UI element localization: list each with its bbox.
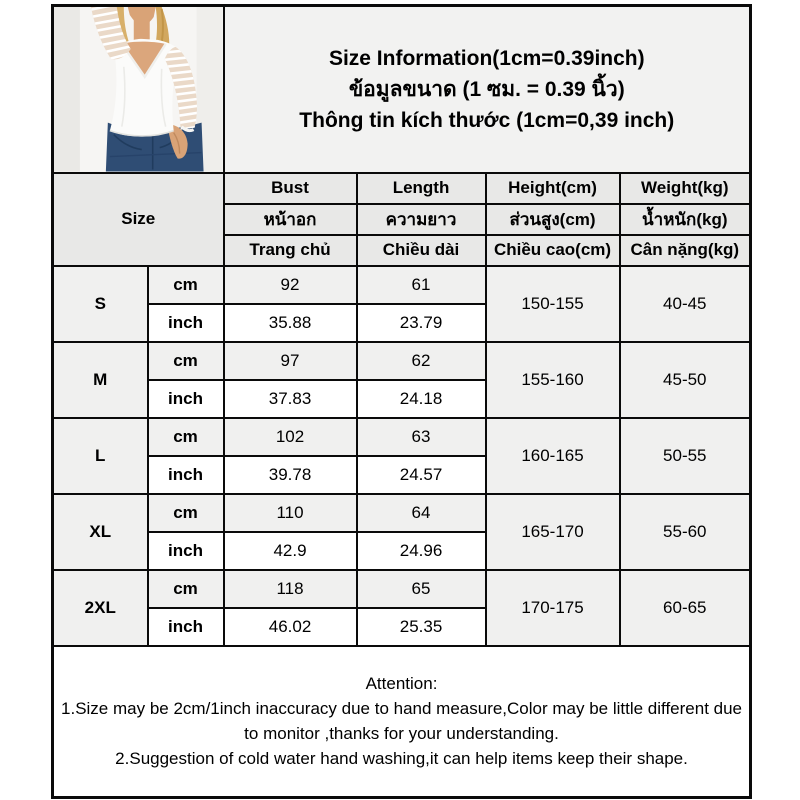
- length-inch-value: 24.18: [357, 380, 486, 418]
- table-row: [53, 266, 751, 304]
- unit-inch-label: inch: [148, 532, 224, 570]
- bust-cm-value: 102: [224, 418, 357, 456]
- length-cm-value: 65: [357, 570, 486, 608]
- table-row: [53, 570, 751, 608]
- title-vietnamese: Thông tin kích thước (1cm=0,39 inch): [299, 108, 675, 132]
- column-header-height-en: Height(cm): [486, 173, 620, 204]
- length-cm-value: 64: [357, 494, 486, 532]
- height-range-value: 170-175: [486, 570, 620, 646]
- height-range-value: 165-170: [486, 494, 620, 570]
- size-label-l: L: [53, 418, 148, 494]
- unit-cm-label: cm: [148, 494, 224, 532]
- bust-inch-value: 42.9: [224, 532, 357, 570]
- column-header-weight-vi: Cân nặng(kg): [620, 235, 751, 266]
- weight-range-value: 60-65: [620, 570, 751, 646]
- column-header-bust-th: หน้าอก: [224, 204, 357, 235]
- height-range-value: 155-160: [486, 342, 620, 418]
- weight-range-value: 55-60: [620, 494, 751, 570]
- length-inch-value: 25.35: [357, 608, 486, 646]
- bust-cm-value: 110: [224, 494, 357, 532]
- column-header-weight-th: น้ำหนัก(kg): [620, 204, 751, 235]
- weight-range-value: 40-45: [620, 266, 751, 342]
- title-english: Size Information(1cm=0.39inch): [328, 46, 645, 70]
- product-photo: [54, 7, 223, 172]
- weight-range-value: 45-50: [620, 342, 751, 418]
- height-range-value: 150-155: [486, 266, 620, 342]
- bust-inch-value: 37.83: [224, 380, 357, 418]
- title-thai: ข้อมูลขนาด (1 ซม. = 0.39 นิ้ว): [348, 77, 625, 101]
- height-range-value: 160-165: [486, 418, 620, 494]
- product-photo-cell: [53, 6, 224, 173]
- attention-heading: Attention:: [365, 674, 438, 694]
- table-row: [53, 418, 751, 456]
- column-header-height-vi: Chiều cao(cm): [486, 235, 620, 266]
- bust-inch-value: 39.78: [224, 456, 357, 494]
- unit-cm-label: cm: [148, 342, 224, 380]
- column-header-length-th: ความยาว: [357, 204, 486, 235]
- size-label-s: S: [53, 266, 148, 342]
- unit-inch-label: inch: [148, 608, 224, 646]
- size-header: Size: [53, 173, 224, 266]
- length-inch-value: 24.57: [357, 456, 486, 494]
- table-row: [53, 494, 751, 532]
- unit-inch-label: inch: [148, 304, 224, 342]
- bust-cm-value: 92: [224, 266, 357, 304]
- unit-cm-label: cm: [148, 570, 224, 608]
- length-inch-value: 23.79: [357, 304, 486, 342]
- column-header-height-th: ส่วนสูง(cm): [486, 204, 620, 235]
- size-label-m: M: [53, 342, 148, 418]
- weight-range-value: 50-55: [620, 418, 751, 494]
- attention-note-2: 2.Suggestion of cold water hand washing,it can help items keep their shape.: [115, 749, 688, 769]
- attention-box: [53, 646, 751, 798]
- unit-inch-label: inch: [148, 380, 224, 418]
- size-label-xl: XL: [53, 494, 148, 570]
- column-header-length-vi: Chiều dài: [357, 235, 486, 266]
- length-cm-value: 61: [357, 266, 486, 304]
- table-row: [53, 342, 751, 380]
- size-information-sheet: [51, 4, 752, 799]
- unit-cm-label: cm: [148, 266, 224, 304]
- column-header-bust-vi: Trang chủ: [224, 235, 357, 266]
- unit-inch-label: inch: [148, 456, 224, 494]
- column-header-length-en: Length: [357, 173, 486, 204]
- length-inch-value: 24.96: [357, 532, 486, 570]
- length-cm-value: 63: [357, 418, 486, 456]
- bust-inch-value: 46.02: [224, 608, 357, 646]
- column-header-bust-en: Bust: [224, 173, 357, 204]
- unit-cm-label: cm: [148, 418, 224, 456]
- size-label-2xl: 2XL: [53, 570, 148, 646]
- bust-inch-value: 35.88: [224, 304, 357, 342]
- bust-cm-value: 97: [224, 342, 357, 380]
- bust-cm-value: 118: [224, 570, 357, 608]
- attention-note-1: 1.Size may be 2cm/1inch inaccuracy due to hand measure,Color may be little different due to monitor ,thanks for your understanding.: [61, 699, 743, 744]
- length-cm-value: 62: [357, 342, 486, 380]
- title-box: [224, 6, 751, 173]
- column-header-weight-en: Weight(kg): [620, 173, 751, 204]
